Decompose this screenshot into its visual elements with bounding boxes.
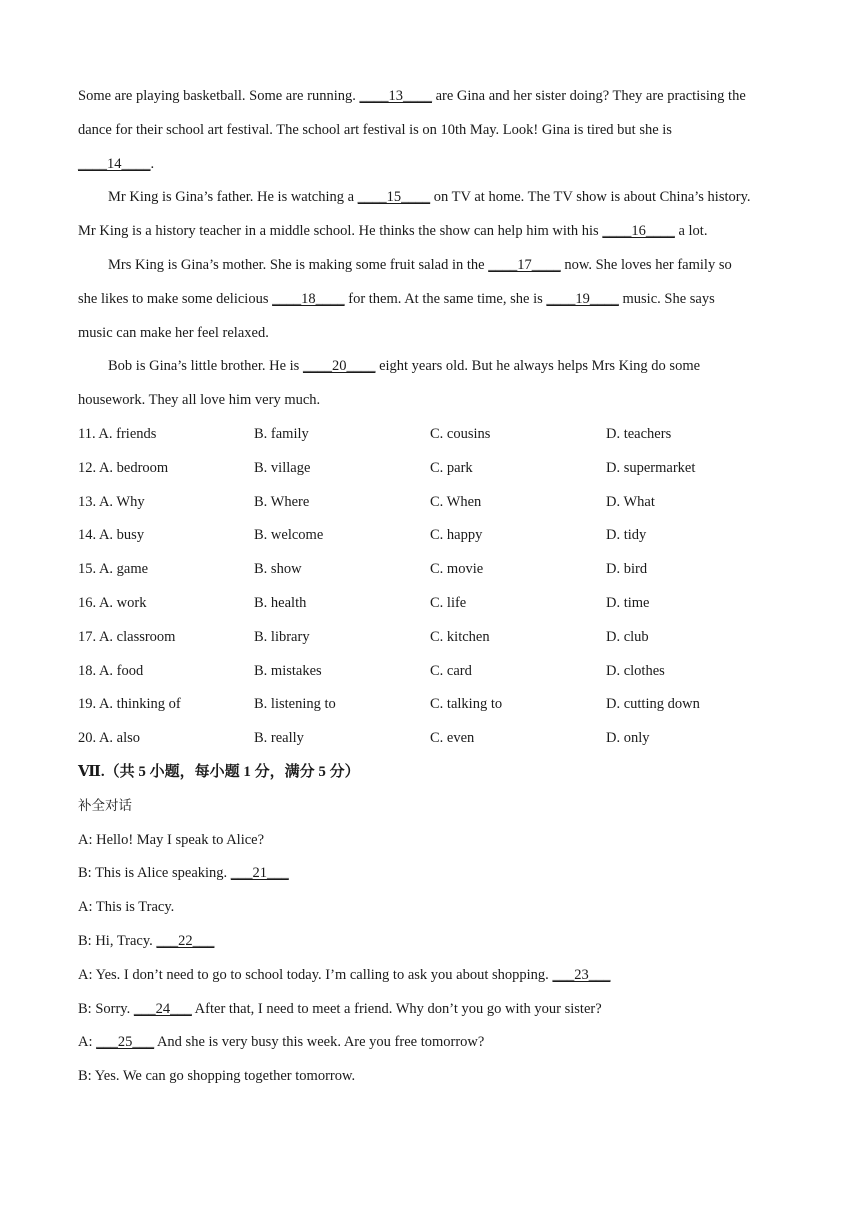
option-row-17 (78, 621, 784, 655)
dialogue-text: B: Hi, Tracy. (78, 932, 157, 949)
option-d[interactable]: D. club (606, 628, 649, 645)
option-a[interactable]: 15. A. game (78, 561, 149, 578)
option-d[interactable]: D. time (606, 594, 650, 611)
option-b[interactable]: B. show (254, 561, 302, 578)
option-a[interactable]: 16. A. work (78, 594, 147, 611)
option-d[interactable]: D. teachers (606, 425, 672, 442)
option-c[interactable]: C. kitchen (430, 628, 490, 645)
passage-text: dance for their school art festival. The school art festival is on 10th May. Look! Gina is tired but she is (78, 121, 672, 138)
passage-text: she likes to make some delicious (78, 290, 273, 307)
option-a[interactable]: 11. A. friends (78, 425, 157, 442)
option-a[interactable]: 20. A. also (78, 730, 141, 747)
blank-23[interactable]: ___23___ (552, 966, 611, 983)
option-d[interactable]: D. bird (606, 561, 648, 578)
section-subtitle: 补全对话 (78, 797, 132, 814)
dialogue-line (78, 959, 784, 993)
option-b[interactable]: B. family (254, 425, 309, 442)
option-c[interactable]: C. happy (430, 527, 483, 544)
blank-13[interactable]: ____13____ (359, 88, 432, 104)
blank-14[interactable]: ____14____ (78, 155, 151, 172)
option-a[interactable]: 19. A. thinking of (78, 696, 181, 713)
option-b[interactable]: B. Where (254, 493, 310, 510)
option-c[interactable]: C. cousins (430, 425, 491, 442)
passage-line (78, 283, 784, 317)
option-c[interactable]: C. movie (430, 561, 484, 578)
option-row-19 (78, 688, 784, 722)
option-row-11 (78, 418, 784, 452)
option-b[interactable]: B. mistakes (254, 662, 322, 679)
blank-24[interactable]: ___24___ (133, 1000, 192, 1017)
blank-18[interactable]: ____18____ (272, 290, 345, 307)
passage-text: housework. They all love him very much. (78, 392, 321, 409)
dialogue-text: A: This is Tracy. (78, 899, 175, 916)
option-d[interactable]: D. clothes (606, 662, 665, 679)
option-b[interactable]: B. listening to (254, 696, 336, 713)
passage-line (78, 350, 784, 384)
option-b[interactable]: B. welcome (254, 527, 324, 544)
passage-text: eight years old. But he always helps Mrs King do some (375, 358, 701, 375)
option-a[interactable]: 13. A. Why (78, 493, 145, 510)
option-row-15 (78, 553, 784, 587)
dialogue-text: And she is very busy this week. Are you free tomorrow? (154, 1034, 485, 1051)
option-d[interactable]: D. cutting down (606, 696, 700, 713)
option-row-14 (78, 519, 784, 553)
option-b[interactable]: B. village (254, 459, 311, 476)
passage-text: Bob is Gina’s little brother. He is (108, 358, 303, 375)
option-c[interactable]: C. talking to (430, 696, 503, 713)
passage-line (78, 114, 784, 148)
passage-line (78, 249, 784, 283)
dialogue-text: B: Sorry. (78, 1000, 134, 1017)
passage-text: music. She says (618, 290, 715, 307)
option-row-13 (78, 486, 784, 520)
dialogue-line (78, 891, 784, 925)
passage-line (78, 384, 784, 418)
passage-text: Mr King is a history teacher in a middle school. He thinks the show can help him with his (78, 223, 603, 240)
blank-19[interactable]: ____19____ (546, 290, 619, 307)
passage-text: . (150, 155, 155, 172)
dialogue-line (78, 993, 784, 1027)
dialogue-text: B: Yes. We can go shopping together tomorrow. (78, 1068, 356, 1085)
dialogue-line (78, 1060, 784, 1094)
blank-20[interactable]: ____20____ (302, 358, 376, 375)
dialogue-line (78, 857, 784, 891)
option-c[interactable]: C. When (430, 493, 482, 510)
passage-text: Some are playing basketball. Some are running. (78, 88, 360, 104)
passage-line (78, 80, 784, 114)
option-d[interactable]: D. supermarket (606, 459, 696, 476)
exam-page (78, 80, 784, 1094)
option-b[interactable]: B. really (254, 730, 304, 747)
blank-17[interactable]: ____17____ (488, 256, 561, 273)
option-c[interactable]: C. life (430, 594, 467, 611)
passage-text: Mrs King is Gina’s mother. She is making some fruit salad in the (108, 256, 489, 273)
passage-text: Mr King is Gina’s father. He is watching a (108, 189, 358, 206)
option-row-12 (78, 452, 784, 486)
option-d[interactable]: D. tidy (606, 527, 647, 544)
dialogue-text: A: Yes. I don’t need to go to school today. I’m calling to ask you about shopping. (78, 966, 553, 983)
option-row-18 (78, 655, 784, 689)
blank-21[interactable]: ___21___ (230, 865, 289, 882)
passage-text: for them. At the same time, she is (344, 290, 547, 307)
option-d[interactable]: D. What (606, 493, 655, 510)
passage-line (78, 317, 784, 351)
passage-text: a lot. (674, 223, 708, 240)
passage-text: on TV at home. The TV show is about China’s history. (430, 189, 751, 206)
option-d[interactable]: D. only (606, 730, 650, 747)
blank-22[interactable]: ___22___ (156, 932, 215, 949)
option-row-20 (78, 722, 784, 756)
option-c[interactable]: C. park (430, 459, 473, 476)
passage-text: are Gina and her sister doing? They are practising the (431, 88, 746, 104)
option-c[interactable]: C. card (430, 662, 472, 679)
options-list (78, 418, 784, 756)
option-a[interactable]: 17. A. classroom (78, 628, 176, 645)
dialogue-text: A: (78, 1034, 97, 1051)
blank-15[interactable]: ____15____ (357, 189, 431, 206)
dialogue-text: A: Hello! May I speak to Alice? (78, 831, 265, 848)
dialogue-line (78, 1026, 784, 1060)
dialogue-text: After that, I need to meet a friend. Why don’t you go with your sister? (191, 1000, 602, 1017)
passage-line (78, 215, 784, 249)
option-row-16 (78, 587, 784, 621)
passage-text: now. She loves her family so (560, 256, 732, 273)
option-a[interactable]: 12. A. bedroom (78, 459, 169, 476)
option-a[interactable]: 18. A. food (78, 662, 144, 679)
option-b[interactable]: B. health (254, 594, 307, 611)
dialogue-line (78, 824, 784, 858)
passage-text: music can make her feel relaxed. (78, 324, 269, 341)
option-a[interactable]: 14. A. busy (78, 527, 145, 544)
blank-25[interactable]: ___25___ (96, 1034, 155, 1051)
blank-16[interactable]: ____16____ (602, 223, 675, 240)
option-b[interactable]: B. library (254, 628, 310, 645)
dialogue-line (78, 925, 784, 959)
passage-line (78, 148, 784, 182)
dialogue-text: B: This is Alice speaking. (78, 865, 231, 882)
section-title: Ⅶ.（共 5 小题，每小题 1 分，满分 5 分） (78, 763, 360, 780)
option-c[interactable]: C. even (430, 730, 475, 747)
passage-line (78, 181, 784, 215)
